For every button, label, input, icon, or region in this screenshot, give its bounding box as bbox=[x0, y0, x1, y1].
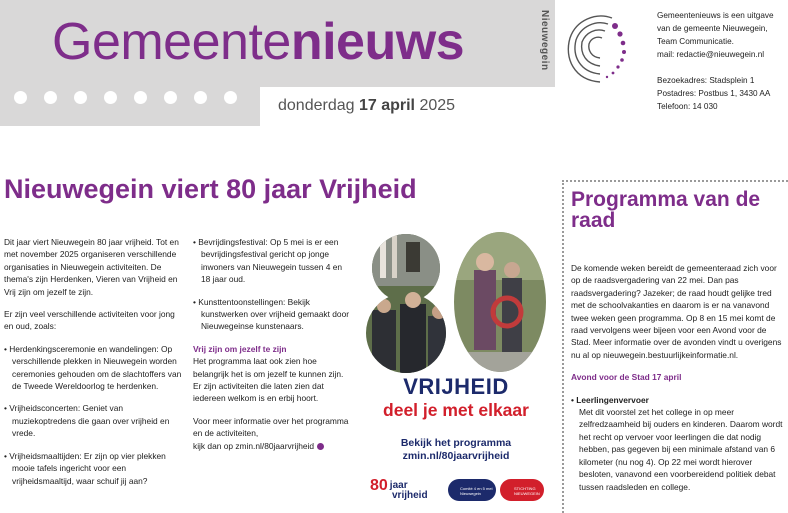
poster-tagline: deel je met elkaar bbox=[383, 400, 529, 420]
article-intro: Dit jaar viert Nieuwegein 80 jaar vrijheid. Tot en met november 2025 organiseren verschillende organisaties in Nieuwegein activiteiten. De thema's zijn Herdenken, Vieren van Vrijheid en Vrij zijn om jezelf te zijn. bbox=[4, 237, 179, 297]
partner-logo-comite: Comité 4 en 5 mei Nieuwegein bbox=[448, 479, 496, 501]
contact-postal-address: Postadres: Postbus 1, 3430 AA bbox=[657, 89, 771, 98]
badge-line: vrijheid bbox=[392, 490, 428, 501]
article-column-2 bbox=[193, 236, 351, 462]
contact-visit-address: Bezoekadres: Stadsplein 1 bbox=[657, 76, 755, 85]
list-item: • Kunsttentoonstellingen: Bekijk kunstwerken over vrijheid gemaakt door Nieuwegeinse kunstenaars. bbox=[193, 296, 350, 332]
date-year: 2025 bbox=[419, 97, 456, 114]
date-weekday: donderdag bbox=[278, 97, 355, 114]
vertical-label-text: Nieuwegein bbox=[539, 10, 550, 71]
poster-vrijheid-logo: VRIJHEID bbox=[403, 374, 509, 399]
decorative-dots bbox=[0, 91, 260, 105]
list-item: • Herdenkingsceremonie en wandelingen: Op verschillende plekken in Nieuwegein worden ceremonies gehouden om de slachtoffers van de Tweede Wereldoorlog te herdenken. bbox=[4, 343, 182, 392]
more-info-link[interactable]: kijk dan op zmin.nl/80jaarvrijheid bbox=[193, 440, 315, 451]
80-jaar-vrijheid-badge bbox=[370, 477, 428, 501]
dot bbox=[164, 91, 177, 104]
contact-phone: Telefoon: 14 030 bbox=[657, 102, 718, 111]
agenda-item-title: • Leerlingenvervoer bbox=[571, 394, 649, 405]
title-part-1: Gemeente bbox=[52, 13, 291, 71]
sidebar-title: Programma van de raad bbox=[571, 188, 761, 232]
poster-footer bbox=[370, 477, 542, 507]
date-day-month: 17 april bbox=[358, 97, 415, 114]
title-part-2: nieuws bbox=[290, 13, 465, 71]
sidebar-intro: De komende weken bereidt de gemeenteraad zich voor op de raadsvergadering van 22 mei. Dan pas raadsvergadering? Jazeker; de raad houdt gelijke tred met de schoolvakanties en daarom is er na vanavond twee weken geen programma. Op 8 en 15 mei komt de raad vervolgens weer bijeen voor een Avond voor de Stad. Meer informatie over de avonden vindt u overigens nu al op nieuwegein.bestuurlijkeinformatie.nl. bbox=[571, 263, 782, 360]
agenda-item-text: Met dit voorstel zet het college in op meer zelfredzaamheid bij ouders en kinderen. Daarom wordt het recht op vervoer voor leerlingen die dat nodig hebben, pas gegeven bij een minimale afstand van 6 kilometer (nu nog 4). Op 22 mei wordt hierover besloten, vanavond een voorbereidend politiek debat tussen raadsleden en college. bbox=[579, 407, 783, 492]
vrijheid-poster bbox=[362, 230, 550, 513]
dot bbox=[194, 91, 207, 104]
end-dot-icon bbox=[317, 443, 324, 450]
publication-title bbox=[52, 10, 464, 74]
contact-email: mail: redactie@nieuwegein.nl bbox=[657, 50, 765, 59]
sidebar-body bbox=[571, 262, 783, 493]
article-column-1 bbox=[4, 236, 182, 497]
badge-line: jaar bbox=[389, 480, 408, 491]
poster-cta bbox=[362, 437, 550, 463]
dot bbox=[224, 91, 237, 104]
list-item: • Vrijheidsmaaltijden: Er zijn op vier plekken mooie tafels ingericht voor een vrijheidsmaaltijd, waar schuif jij aan? bbox=[4, 450, 166, 486]
dot bbox=[134, 91, 147, 104]
contact-line: Team Communicatie. bbox=[657, 37, 734, 46]
poster-photo-collage bbox=[362, 230, 550, 380]
poster-cta-line: Bekijk het programma bbox=[400, 437, 512, 449]
article-subtext: Het programma laat ook zien hoe belangrijk het is om jezelf te kunnen zijn. Er zijn activiteiten die laten zien dat iedereen welkom is en erbij hoort. bbox=[193, 356, 344, 404]
contact-line: Gemeentenieuws is een uitgave bbox=[657, 11, 774, 20]
list-item: • Bevrijdingsfestival: Op 5 mei is er een bevrijdingsfestival gericht op jonge inwoners van Nieuwegein tussen 4 en 18 jaar oud. bbox=[193, 237, 343, 285]
vertical-label bbox=[537, 10, 551, 90]
contact-line: van de gemeente Nieuwegein, bbox=[657, 24, 768, 33]
more-info-text: Voor meer informatie over het programma en de activiteiten, bbox=[193, 415, 349, 439]
sidebar-subhead: Avond voor de Stad 17 april bbox=[571, 372, 682, 383]
dot bbox=[104, 91, 117, 104]
poster-cta-url[interactable]: zmin.nl/80jaarvrijheid bbox=[402, 450, 510, 462]
article-headline: Nieuwegein viert 80 jaar Vrijheid bbox=[4, 174, 417, 204]
partner-logo-stichting: STICHTING NIEUWEGEIN bbox=[500, 479, 544, 501]
article-subhead: Vrij zijn om jezelf te zijn bbox=[193, 343, 287, 354]
nieuwegein-logo-icon bbox=[560, 8, 636, 88]
issue-date bbox=[278, 97, 455, 115]
dot bbox=[14, 91, 27, 104]
contact-block bbox=[657, 9, 774, 113]
dot bbox=[74, 91, 87, 104]
dot bbox=[44, 91, 57, 104]
list-item: • Vrijheidsconcerten: Geniet van muziekoptredens die gaan over vrijheid en vrede. bbox=[4, 403, 170, 439]
article-lead: Er zijn veel verschillende activiteiten voor jong en oud, zoals: bbox=[4, 309, 175, 332]
badge-number: 80 bbox=[370, 477, 388, 494]
